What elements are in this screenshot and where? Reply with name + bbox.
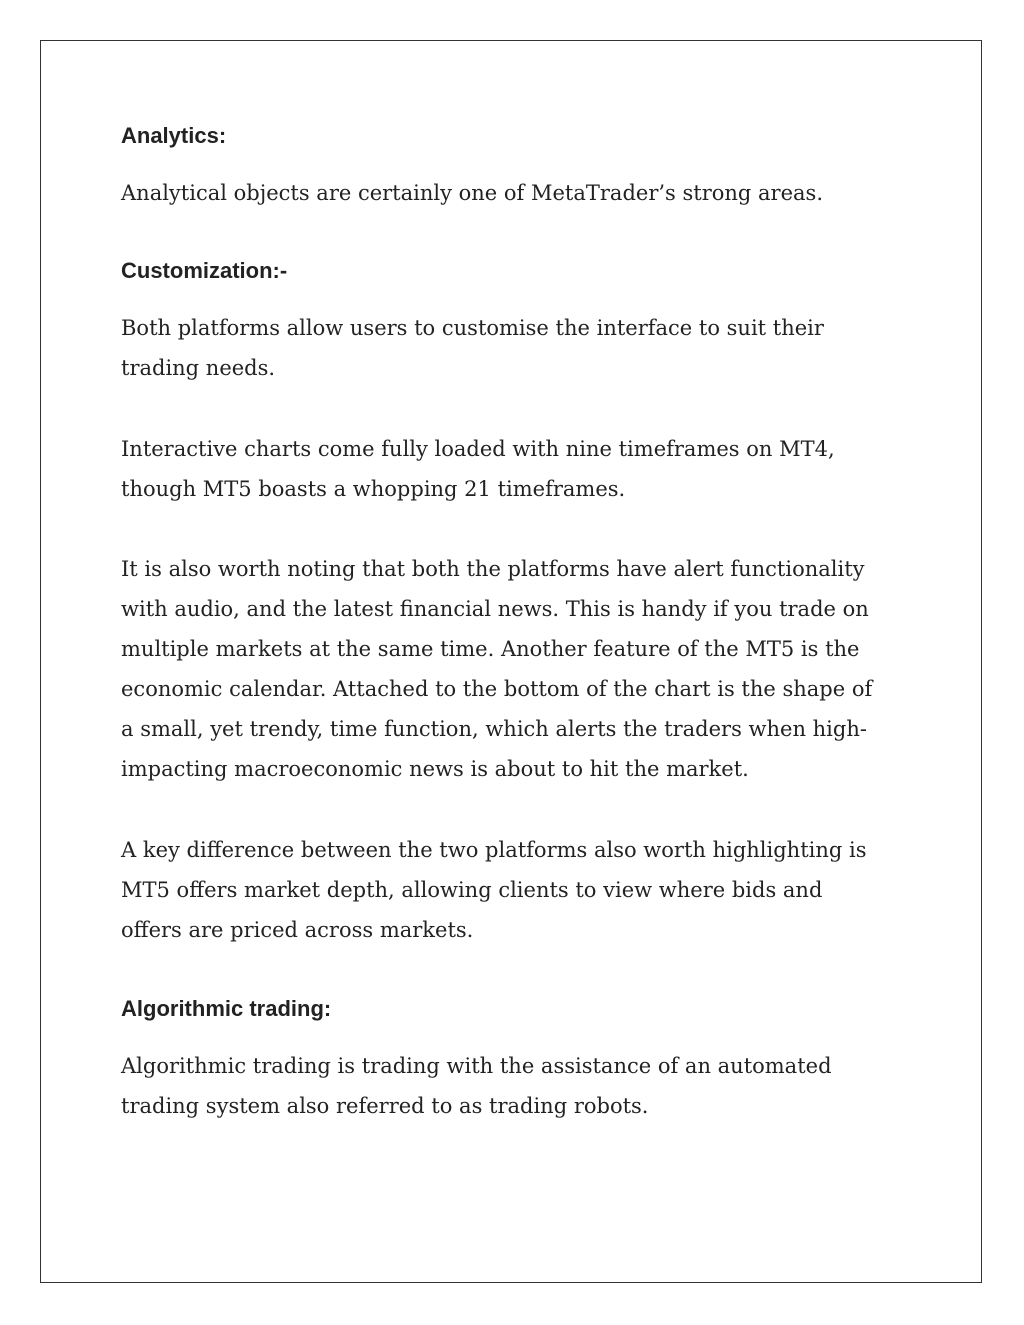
- text-line: offers are priced across markets.: [121, 918, 474, 942]
- paragraph-customise-interface: [121, 308, 901, 388]
- paragraph-algorithmic-trading: [121, 1046, 901, 1126]
- text-line: It is also worth noting that both the platforms have alert functionality: [121, 557, 865, 581]
- text-line: with audio, and the latest financial news. This is handy if you trade on: [121, 597, 869, 621]
- paragraph-alerts: [121, 549, 901, 789]
- text-line: Both platforms allow users to customise the interface to suit their: [121, 316, 824, 340]
- text-line: trading needs.: [121, 356, 276, 380]
- paragraph-analytics: [121, 173, 901, 213]
- text-line: MT5 offers market depth, allowing clients to view where bids and: [121, 878, 823, 902]
- text-line: impacting macroeconomic news is about to hit the market.: [121, 757, 749, 781]
- text-line: A key difference between the two platforms also worth highlighting is: [121, 838, 867, 862]
- heading-analytics: Analytics:: [121, 123, 227, 148]
- text-line: economic calendar. Attached to the bottom of the chart is the shape of: [121, 677, 873, 701]
- text-line: trading system also referred to as trading robots.: [121, 1094, 649, 1118]
- text-line: though MT5 boasts a whopping 21 timeframes.: [121, 477, 626, 501]
- text-line: a small, yet trendy, time function, which alerts the traders when high-: [121, 717, 867, 741]
- heading-customization: Customization:-: [121, 258, 288, 283]
- heading-algorithmic-trading: Algorithmic trading:: [121, 996, 332, 1021]
- text-line: Analytical objects are certainly one of MetaTrader’s strong areas.: [121, 181, 823, 205]
- text-line: Algorithmic trading is trading with the assistance of an automated: [121, 1054, 832, 1078]
- paragraph-market-depth: [121, 830, 901, 950]
- text-line: Interactive charts come fully loaded with nine timeframes on MT4,: [121, 437, 835, 461]
- text-line: multiple markets at the same time. Another feature of the MT5 is the: [121, 637, 860, 661]
- paragraph-timeframes: [121, 429, 901, 509]
